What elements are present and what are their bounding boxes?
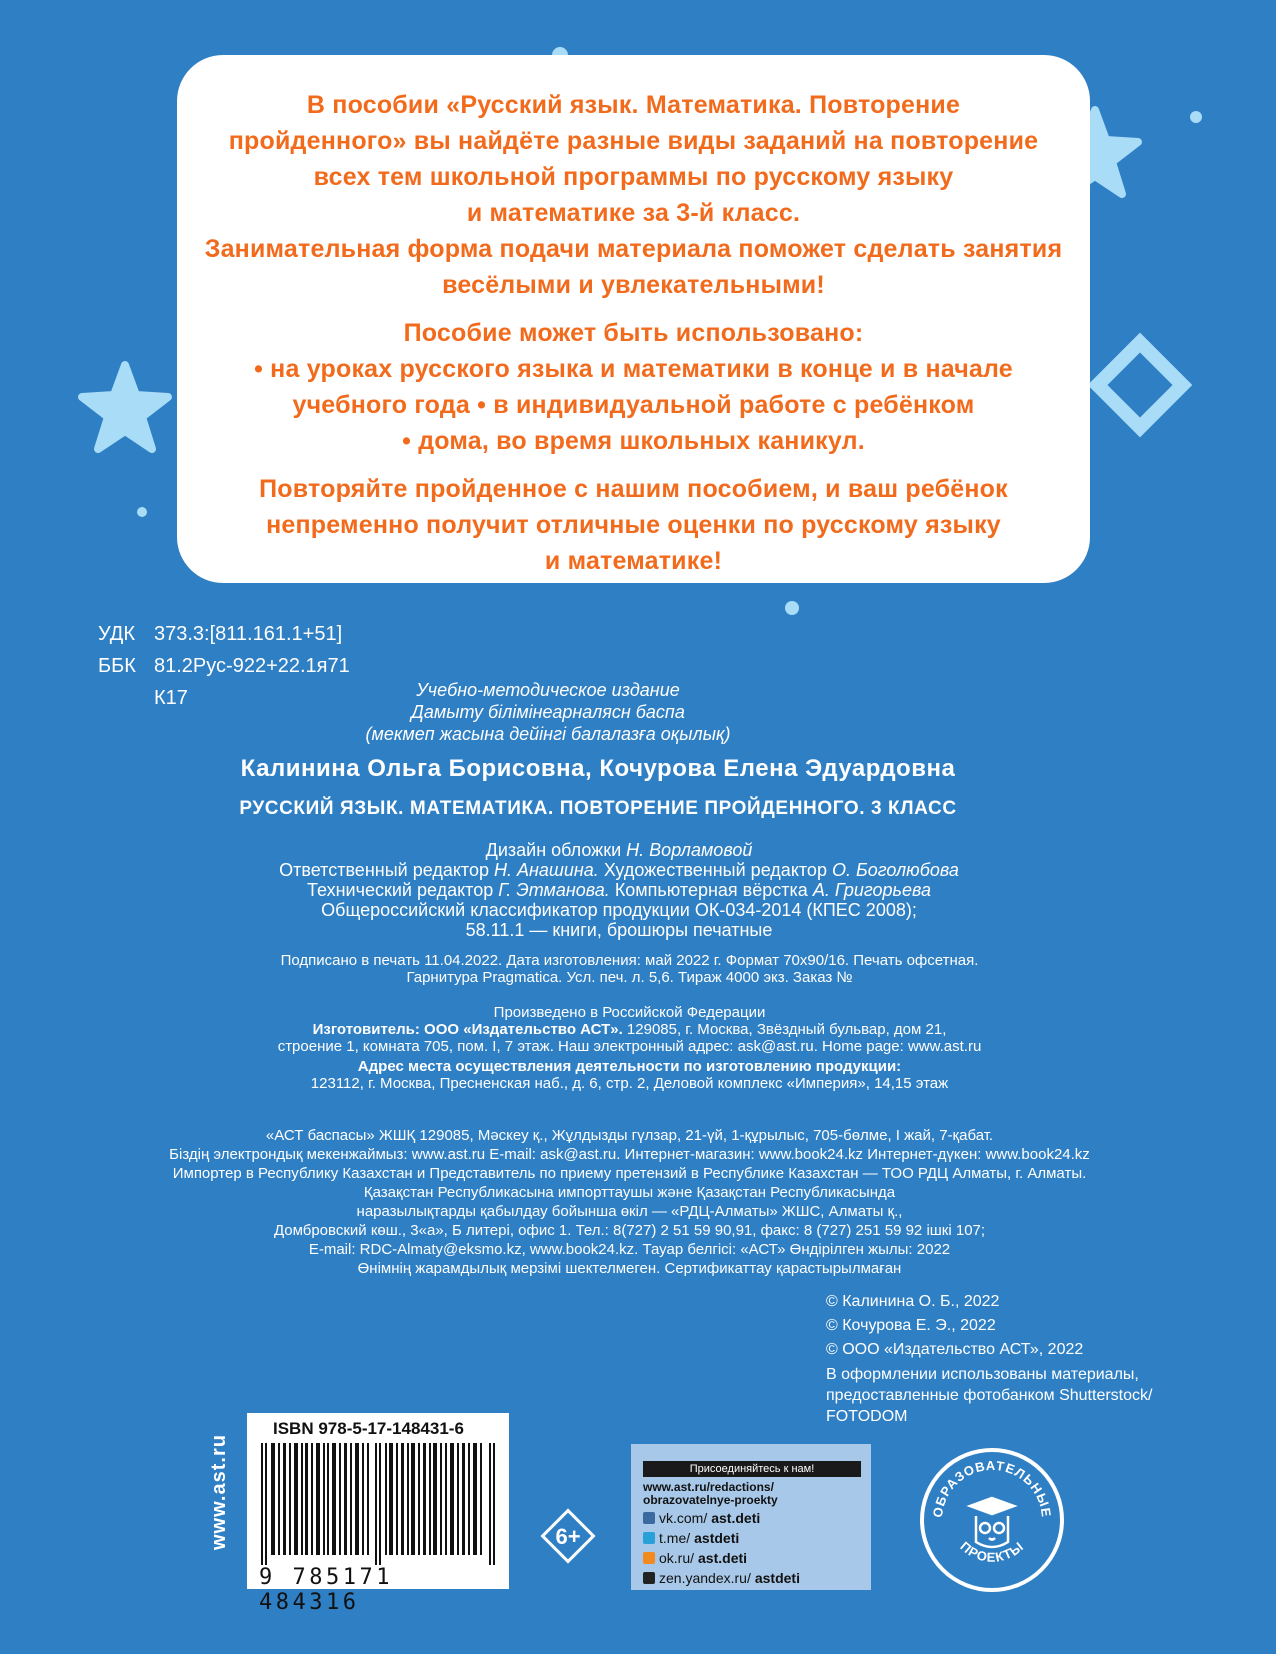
description-line: Занимательная форма подачи материала поможет сделать занятия [204,235,1063,263]
kz-line: Домбровский көш., 3«а», Б литері, офис 1. Тел.: 8(727) 2 51 59 90,91, факс: 8 (727) 251 59 92 ішкі 107; [273,1222,986,1239]
tech-editor-label: Технический редактор [306,880,494,900]
vk-domain: vk.com/ [659,1510,708,1526]
description-line: и математике за 3-й класс. [466,199,801,227]
description-line: Пособие может быть использовано: [403,319,864,347]
vk-icon [643,1512,655,1524]
zen-icon [643,1572,655,1584]
description-line: всех тем школьной программы по русскому языку [313,163,954,191]
dot-decoration [130,500,154,524]
redactions-url-line: www.ast.ru/redactions/ [643,1480,774,1494]
description-card [177,55,1090,583]
manufacturer-block [0,1004,1259,1092]
description-line: • на уроках русского языка и математики в конце и в начале [254,355,1013,383]
barcode-box [247,1413,509,1615]
made-in: Произведено в Российской Федерации [493,1004,766,1021]
edition-type-kz: Дамыту білімінеарналяcн баспа [411,702,685,722]
ok-handle: ast.deti [698,1550,748,1566]
bbk-label: ББК [98,655,136,677]
zen-link[interactable] [643,1570,800,1586]
print-info [0,952,1259,986]
educational-projects-logo [918,1446,1066,1594]
description-line: весёлыми и увлекательными! [442,271,825,299]
copyright-block [826,1290,1083,1362]
resp-editor-name: Н. Анашина. [494,860,599,880]
production-place-label: Адрес места осуществления деятельности по изготовлению продукции: [357,1058,902,1075]
resp-editor-label: Ответственный редактор [279,860,489,880]
kz-line: Қазақстан Республикасына импорттаушы және Қазақстан Республикасында [363,1184,896,1201]
barcode [259,1443,499,1565]
edition-type-ru: Учебно-методическое издание [416,680,680,700]
manufacturer-label: Изготовитель: ООО «Издательство АСТ». [312,1021,623,1038]
design-label: Дизайн обложки [485,840,622,860]
telegram-handle: astdeti [694,1530,740,1546]
redactions-url-line: obrazovatelnye-proekty [643,1493,778,1507]
description-line: Повторяйте пройденное с нашим пособием, и ваш ребёнок [259,475,1008,503]
kz-line: Өнімнің жарамдылық мерзімі шектелмеген. Сертификаттау қарастырылмаған [357,1260,902,1277]
age-rating-icon [540,1508,596,1564]
print-line: Подписано в печать 11.04.2022. Дата изготовления: май 2022 г. Формат 70x90/16. Печать офсетная. [280,952,979,969]
udk-value: 373.3:[811.161.1+51] [154,623,343,645]
edition-audience-kz: (мекмеп жасына дейінгі балалазға оқылық) [365,724,731,744]
badge-bottom-text: ПРОЕКТЫ [957,1538,1027,1565]
kz-info-block [0,1126,1259,1278]
okp-line: 58.11.1 — книги, брошюры печатные [465,920,773,940]
ok-link[interactable] [643,1550,747,1566]
author-code: К17 [154,687,188,709]
production-place-value: 123112, г. Москва, Пресненская наб., д. 6, стр. 2, Деловой комплекс «Империя», 14,15 этаж [310,1075,949,1092]
udk-label: УДК [98,623,136,645]
materials-line: FOTODOM [826,1408,908,1425]
kz-line: наразылықтарды қабылдау бойынша өкіл — «РДЦ-Алматы» ЖШС, Алматы қ., [356,1203,903,1220]
zen-handle: astdeti [754,1570,800,1586]
telegram-link[interactable] [643,1530,739,1546]
telegram-domain: t.me/ [659,1530,691,1546]
isbn: ISBN 978-5-17-148431-6 [273,1419,464,1438]
age-rating: 6+ [555,1524,581,1549]
description-text [177,87,1090,579]
badge-top-text: ОБРАЗОВАТЕЛЬНЫЕ [929,1457,1055,1519]
kz-line: Импортер в Республику Казахстан и Представитель по приему претензий в Республике Казахстан — ТОО РДЦ Алматы, г. Алматы. [172,1165,1087,1182]
materials-note [826,1364,1152,1427]
art-editor-name: О. Боголюбова [831,860,959,880]
ok-icon [643,1552,655,1564]
manufacturer-address: 129085, г. Москва, Звёздный бульвар, дом 21, [626,1021,947,1038]
vk-handle: ast.deti [711,1510,761,1526]
social-header: Присоединяйтесь к нам! [643,1461,861,1477]
art-editor-label: Художественный редактор [603,860,827,880]
vk-link[interactable] [643,1510,760,1526]
star-icon [70,355,180,465]
credits-block [0,840,1238,940]
print-line: Гарнитура Pragmatica. Усл. печ. л. 5,6. Тираж 4000 экз. Заказ № [406,969,853,986]
ok-domain: ok.ru/ [659,1550,695,1566]
social-links-box [631,1444,871,1590]
okp-line: Общероссийский классификатор продукции ОК-034-2014 (КПЕС 2008); [321,900,917,920]
edition-block [0,679,1096,745]
tech-editor-name: Г. Этманова. [498,880,610,900]
copyright-line: © Кочурова Е. Э., 2022 [826,1317,996,1334]
layout-label: Компьютерная вёрстка [614,880,808,900]
bbk-value: 81.2Рус-922+22.1я71 [154,655,350,677]
layout-name: А. Григорьева [812,880,932,900]
kz-line: «АСТ баспасы» ЖШҚ 129085, Мәскеу қ., Жұлдызды гүлзар, 21-үй, 1-құрылыс, 705-бөлме, I жай, 7-қабат. [265,1127,994,1144]
kz-line: Біздің электрондық мекенжаймыз: www.ast.ru E-mail: ask@ast.ru. Интернет-магазин: www.book24.kz Интернет-дүкен: www.book24.kz [169,1146,1090,1163]
authors: Калинина Ольга Борисовна, Кочурова Елена Эдуардовна [240,755,956,782]
description-line: пройденного» вы найдёте разные виды заданий на повторение [228,127,1039,155]
copyright-line: © Калинина О. Б., 2022 [826,1293,1000,1310]
site-vertical: www.ast.ru [208,1434,230,1550]
book-title: РУССКИЙ ЯЗЫК. МАТЕМАТИКА. ПОВТОРЕНИЕ ПРОЙДЕННОГО. 3 КЛАСС [239,798,957,819]
zen-domain: zen.yandex.ru/ [659,1570,751,1586]
materials-line: В оформлении использованы материалы, [826,1366,1139,1383]
copyright-line: © ООО «Издательство АСТ», 2022 [826,1341,1084,1358]
description-line: непременно получит отличные оценки по русскому языку [266,511,1001,539]
manufacturer-address: строение 1, комната 705, пом. I, 7 этаж. Наш электронный адрес: ask@ast.ru. Home page: www.ast.ru [277,1038,982,1055]
diamond-outline-icon [1080,325,1200,445]
description-line: и математике! [544,547,723,575]
design-name: Н. Ворламовой [626,840,753,860]
description-line: В пособии «Русский язык. Математика. Повторение [306,91,961,119]
description-line: • дома, во время школьных каникул. [402,427,865,455]
kz-line: E-mail: RDC-Almaty@eksmo.kz, www.book24.kz. Тауар белгісі: «АСТ» Өндірілген жылы: 2022 [308,1241,951,1258]
redactions-link[interactable] [643,1481,778,1507]
description-line: учебного года • в индивидуальной работе с ребёнком [292,391,975,419]
dot-decoration [1184,105,1208,129]
dot-decoration [780,596,804,620]
telegram-icon [643,1532,655,1544]
ean-number: 9 785171 484316 [259,1565,393,1615]
materials-line: предоставленные фотобанком Shutterstock/ [826,1387,1153,1404]
